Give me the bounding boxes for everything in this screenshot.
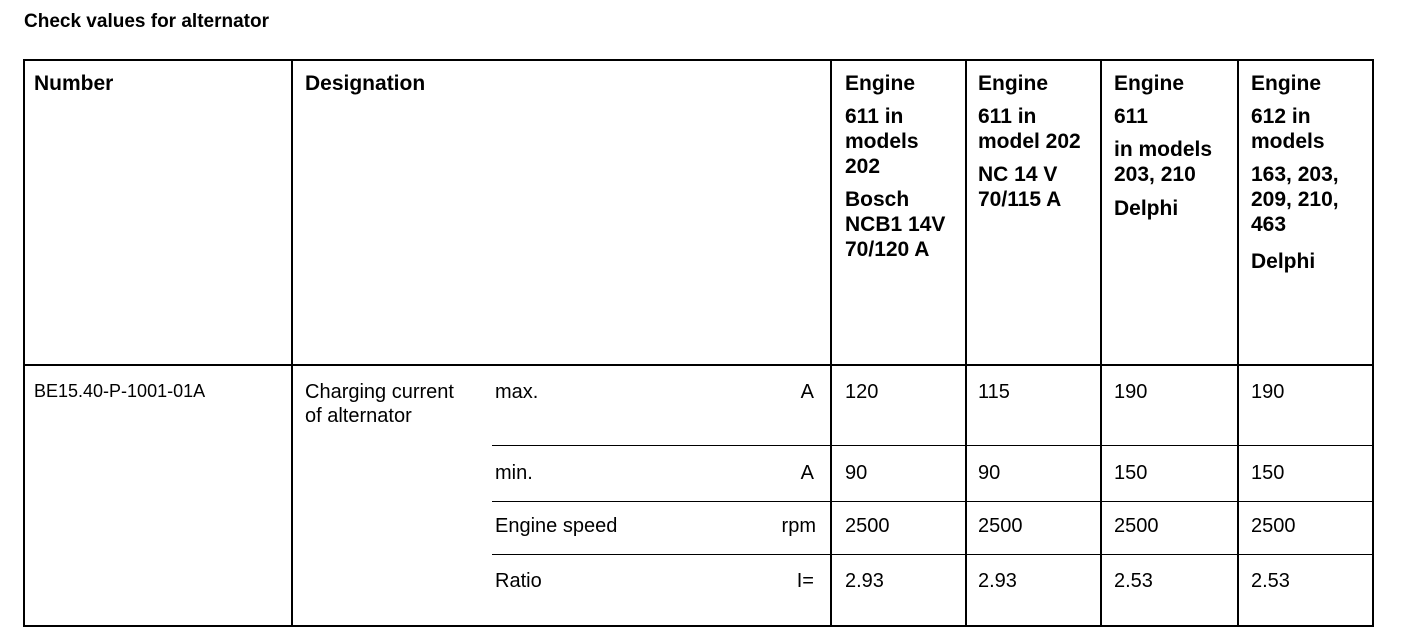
row-divider-min-speed bbox=[492, 501, 1374, 502]
engine-4-model-text: 163, 203, 209, 210, 463 bbox=[1251, 163, 1339, 236]
engine-3-model-text: in models 203, 210 bbox=[1114, 138, 1213, 186]
table-right-border bbox=[1372, 59, 1374, 627]
header-number: Number bbox=[34, 72, 114, 95]
engine-2-alternator-text: NC 14 V 70/115 A bbox=[978, 163, 1062, 211]
value-engine-1: 120 bbox=[845, 381, 879, 403]
value-engine-2: 2.93 bbox=[978, 570, 1017, 592]
value-engine-1: 2.93 bbox=[845, 570, 884, 592]
row-divider-max-min bbox=[492, 445, 1374, 446]
value-engine-2: 115 bbox=[978, 381, 1010, 403]
header-bottom-border bbox=[23, 364, 1374, 366]
col-divider-designation bbox=[830, 59, 832, 627]
table-top-border bbox=[23, 59, 1374, 61]
value-engine-1: 90 bbox=[845, 462, 868, 484]
engine-1-model-text: 611 in models 202 bbox=[845, 105, 919, 178]
value-engine-4: 2.53 bbox=[1251, 570, 1290, 592]
unit-label: rpm bbox=[781, 515, 816, 537]
param-label: Engine speed bbox=[495, 515, 618, 537]
engine-2-model-text: 611 in model 202 bbox=[978, 105, 1081, 153]
row-number: BE15.40-P-1001-01A bbox=[34, 381, 206, 401]
header-designation: Designation bbox=[305, 72, 426, 95]
value-engine-2: 2500 bbox=[978, 515, 1023, 537]
engine-2-label: Engine bbox=[978, 72, 1049, 95]
unit-label: A bbox=[800, 381, 814, 403]
engine-4-label: Engine bbox=[1251, 72, 1322, 95]
value-engine-4: 190 bbox=[1251, 381, 1285, 403]
table-bottom-border bbox=[23, 625, 1374, 627]
param-label: Ratio bbox=[495, 570, 542, 592]
param-label: max. bbox=[495, 381, 539, 403]
value-engine-1: 2500 bbox=[845, 515, 890, 537]
unit-label: A bbox=[800, 462, 814, 484]
value-engine-4: 150 bbox=[1251, 462, 1285, 484]
param-label: min. bbox=[495, 462, 533, 484]
row-divider-speed-ratio bbox=[492, 554, 1374, 555]
value-engine-3: 190 bbox=[1114, 381, 1148, 403]
col-divider-engine-2 bbox=[1100, 59, 1102, 627]
engine-3-label: Engine bbox=[1114, 72, 1185, 95]
engine-3-supplier-text: Delphi bbox=[1114, 197, 1179, 220]
engine-1-alternator-text: Bosch NCB1 14V 70/120 A bbox=[845, 188, 946, 261]
row-designation: Charging current of alternator bbox=[305, 381, 454, 427]
value-engine-3: 2500 bbox=[1114, 515, 1159, 537]
engine-3-number-text: 611 bbox=[1114, 105, 1148, 128]
value-engine-3: 2.53 bbox=[1114, 570, 1153, 592]
col-divider-number bbox=[291, 59, 293, 627]
col-divider-engine-1 bbox=[965, 59, 967, 627]
value-engine-2: 90 bbox=[978, 462, 1001, 484]
col-divider-engine-3 bbox=[1237, 59, 1239, 627]
value-engine-3: 150 bbox=[1114, 462, 1148, 484]
unit-label: I= bbox=[796, 570, 814, 592]
engine-4-supplier-text: Delphi bbox=[1251, 250, 1316, 273]
engine-1-label: Engine bbox=[845, 72, 916, 95]
table-left-border bbox=[23, 59, 25, 627]
page-title: Check values for alternator bbox=[24, 11, 269, 32]
value-engine-4: 2500 bbox=[1251, 515, 1296, 537]
engine-4-number-text: 612 in models bbox=[1251, 105, 1325, 153]
